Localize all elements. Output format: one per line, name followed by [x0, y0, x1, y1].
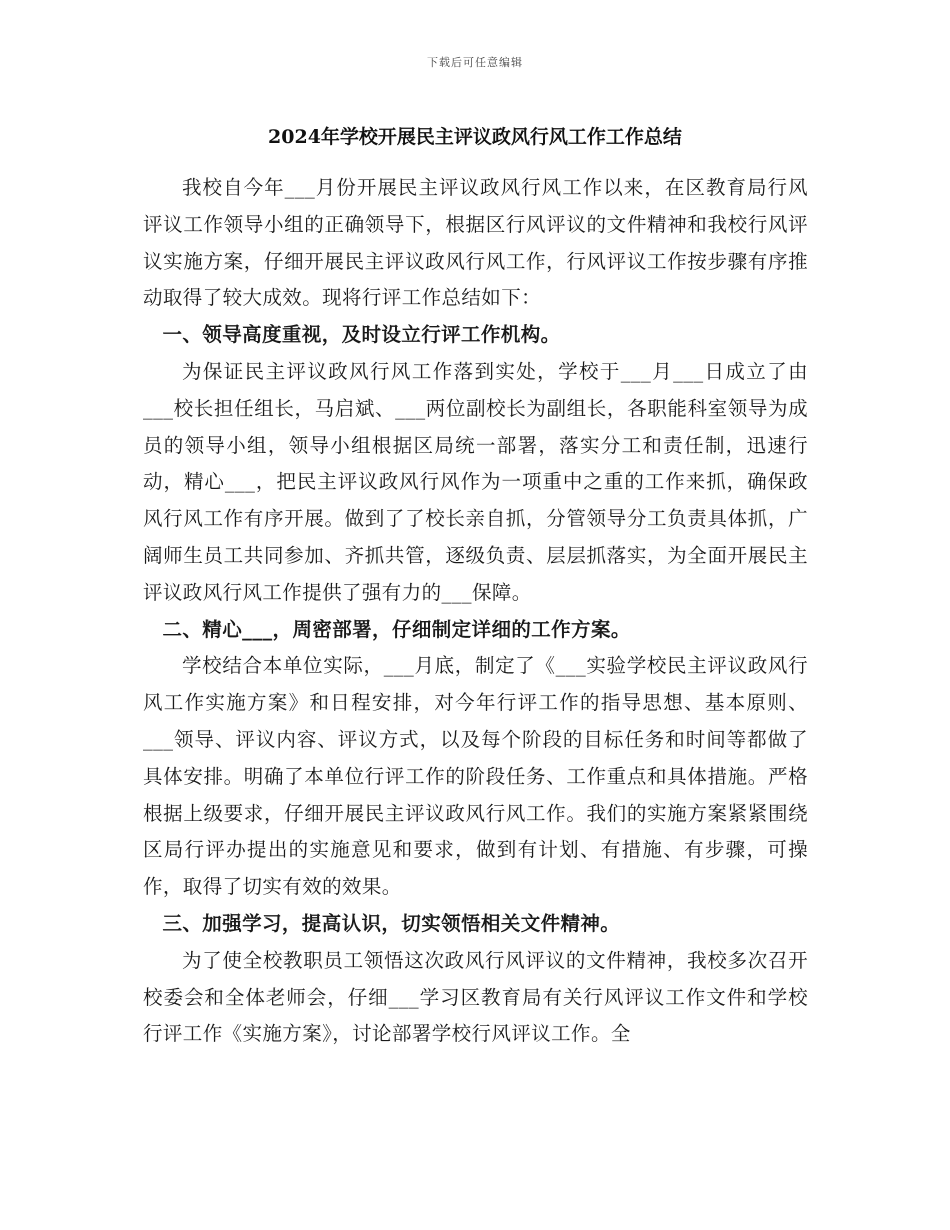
section1-paragraph: 为保证民主评议政风行风工作落到实处，学校于___月___日成立了由___校长担任组长，马启斌、___两位副校长为副组长，各职能科室领导为成员的领导小组，领导小组根据区局统一部署，落实分工和责任制，迅速行动，精心___，把民主评议政风行风作为一项重中之重的工作来抓，确保政风行风工作有序开展。做到了了校长亲自抓，分管领导分工负责具体抓，广阔师生员工共同参加、齐抓共管，逐级负责、层层抓落实，为全面开展民主评议政风行风工作提供了强有力的___保障。 [143, 359, 808, 604]
header-note: 下载后可任意编辑 [427, 56, 523, 69]
document-title: 2024年学校开展民主评议政风行风工作工作总结 [268, 126, 682, 148]
section3-paragraph: 为了使全校教职员工领悟这次政风行风评议的文件精神，我校多次召开校委会和全体老师会，仔细___学习区教育局有关行风评议工作文件和学校行评工作《实施方案》，讨论部署学校行风评议工作。全 [143, 948, 808, 1046]
section1-heading: 一、领导高度重视，及时设立行评工作机构。 [162, 323, 561, 347]
section2-heading: 二、精心___，周密部署，仔细制定详细的工作方案。 [162, 617, 631, 641]
intro-paragraph: 我校自今年___月份开展民主评议政风行风工作以来，在区教育局行风评议工作领导小组的正确领导下，根据区行风评议的文件精神和我校行风评议实施方案，仔细开展民主评议政风行风工作，行风评议工作按步骤有序推动取得了较大成效。现将行评工作总结如下： [143, 176, 808, 310]
section3-heading: 三、加强学习，提高认识，切实领悟相关文件精神。 [162, 911, 621, 935]
section2-paragraph: 学校结合本单位实际，___月底，制定了《___实验学校民主评议政风行风工作实施方案》和日程安排，对今年行评工作的指导思想、基本原则、___领导、评议内容、评议方式，以及每个阶段的目标任务和时间等都做了具体安排。明确了本单位行评工作的阶段任务、工作重点和具体措施。严格根据上级要求，仔细开展民主评议政风行风工作。我们的实施方案紧紧围绕区局行评办提出的实施意见和要求，做到有计划、有措施、有步骤，可操作，取得了切实有效的效果。 [143, 654, 808, 899]
document-body [143, 170, 808, 1053]
